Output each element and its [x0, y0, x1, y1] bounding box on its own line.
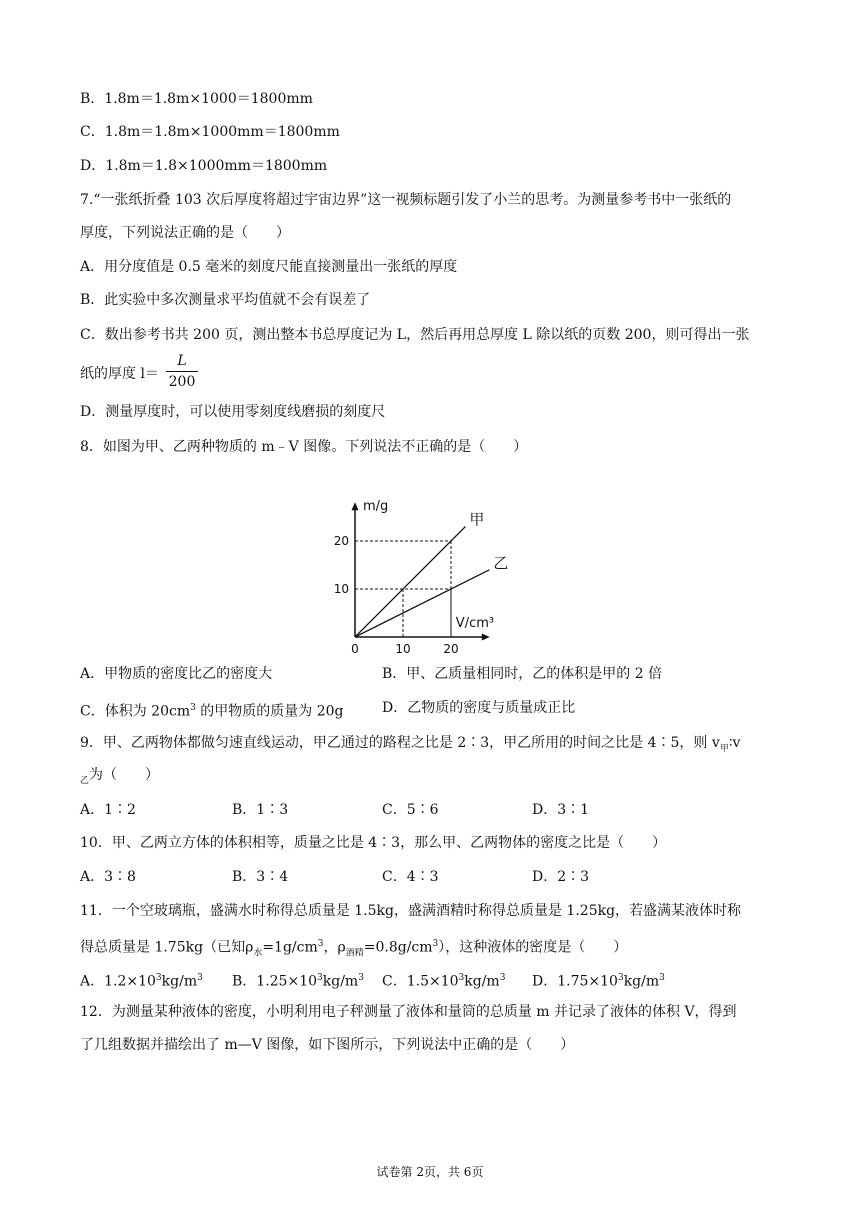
- q8-option-d: D．乙物质的密度与质量成正比: [382, 700, 576, 716]
- q8-stem: 8．如图为甲、乙两种物质的 m﹣V 图像。下列说法不正确的是（ ）: [80, 439, 528, 455]
- q8-option-c-sup: 3: [190, 703, 196, 713]
- q11-stem-line2: [80, 934, 627, 963]
- series-line-1: [355, 527, 465, 637]
- q11-option-a: [80, 968, 203, 992]
- q9-stem-ratio: ∶v: [728, 735, 741, 751]
- q9-stem-end: 为（ ）: [89, 767, 160, 783]
- q11-option-d: [532, 968, 665, 992]
- q11-sup-2: 3: [432, 939, 439, 949]
- q11-d-exp: 3: [617, 973, 624, 983]
- q9-sub-yi: 乙: [80, 775, 90, 786]
- q9-stem-text: 9．甲、乙两物体都做匀速直线运动，甲乙通过的路程之比是 2∶3，甲乙所用的时间之比是 4∶5，则 v: [80, 735, 720, 751]
- q11-stem-d: =0.8g/cm: [363, 939, 433, 956]
- series-label-2: 乙: [493, 553, 509, 572]
- q10-stem: 10．甲、乙两立方体的体积相等，质量之比是 4∶3，那么甲、乙两物体的密度之比是（ ）: [80, 835, 667, 851]
- q8-option-c-post: 的甲物质的质量为 20g: [195, 703, 344, 720]
- q11-b-unit: kg/m: [322, 973, 359, 990]
- q8-option-c: [80, 698, 344, 722]
- x-axis-arrow: [482, 634, 490, 641]
- q11-a-unit-exp: 3: [197, 973, 203, 983]
- q10-option-d: D．2∶3: [532, 869, 590, 885]
- q7-option-c-line1: C．数出参考书共 200 页，测出整本书总厚度记为 L，然后再用总厚度 L 除以纸的页数 200，则可得出一张: [80, 327, 750, 343]
- x-tick-label: 10: [395, 642, 411, 656]
- q11-sub-water: 水: [253, 948, 263, 959]
- q10-option-c: C．4∶3: [382, 869, 439, 885]
- q11-stem-b: =1g/cm: [262, 939, 318, 956]
- y-axis-label: m/g: [363, 499, 389, 515]
- fraction-numerator: L: [177, 353, 187, 369]
- q8-option-c-pre: C．体积为 20cm: [80, 703, 191, 720]
- y-tick-label: 20: [333, 534, 349, 548]
- q11-d-val: D．1.75×10: [532, 973, 618, 990]
- q11-sub-alcohol: 酒精: [345, 948, 364, 959]
- m-v-graph: [330, 490, 540, 660]
- q11-a-exp: 3: [155, 973, 162, 983]
- q6-option-d: D．1.8m＝1.8×1000mm＝1800mm: [80, 158, 328, 174]
- q8-option-a: A．甲物质的密度比乙的密度大: [80, 666, 273, 682]
- q8-option-b: B．甲、乙质量相同时，乙的体积是甲的 2 倍: [382, 666, 663, 682]
- q12-stem-line1: 12．为测量某种液体的密度，小明利用电子秤测量了液体和量筒的总质量 m 并记录了液体的体积 V，得到: [80, 1004, 737, 1020]
- series-label-1: 甲: [469, 510, 485, 529]
- q9-option-b: B．1∶3: [232, 802, 289, 818]
- q11-a-unit: kg/m: [161, 973, 198, 990]
- q7-option-d: D．测量厚度时，可以使用零刻度线磨损的刻度尺: [80, 404, 386, 420]
- q10-option-a: A．3∶8: [80, 869, 136, 885]
- fraction-bar: [166, 371, 198, 372]
- q7-option-b: B．此实验中多次测量求平均值就不会有误差了: [80, 292, 371, 308]
- q11-stem-a: 得总质量是 1.75kg（已知ρ: [80, 939, 254, 956]
- q11-d-unit-exp: 3: [659, 973, 665, 983]
- q11-option-c: [382, 968, 505, 992]
- q9-option-c: C．5∶6: [382, 802, 439, 818]
- page-footer: 试卷第 2页，共 6页: [376, 1165, 484, 1179]
- q9-stem-line2: [80, 765, 159, 791]
- q7-stem-line2: 厚度，下列说法正确的是（ ）: [80, 225, 290, 241]
- q11-stem-e: ），这种液体的密度是（ ）: [438, 939, 628, 956]
- q11-d-unit: kg/m: [623, 973, 660, 990]
- q11-stem-line1: 11．一个空玻璃瓶，盛满水时称得总质量是 1.5kg，盛满酒精时称得总质量是 1.25kg，若盛满某液体时称: [80, 903, 742, 919]
- q7-option-c-line2: 纸的厚度 l＝: [80, 366, 159, 382]
- q11-b-val: B．1.25×10: [232, 973, 318, 990]
- q9-option-a: A．1∶2: [80, 802, 136, 818]
- q11-sup-1: 3: [317, 939, 324, 949]
- q11-c-exp: 3: [458, 973, 465, 983]
- q10-option-b: B．3∶4: [232, 869, 289, 885]
- fraction: [166, 352, 198, 391]
- q9-sub-jia: 甲: [719, 743, 729, 754]
- q11-a-val: A．1.2×10: [80, 973, 156, 990]
- x-axis-label: V/cm³: [455, 616, 495, 631]
- q11-c-unit: kg/m: [464, 973, 500, 990]
- q9-stem-line1: [80, 733, 740, 759]
- q11-b-exp: 3: [317, 973, 323, 983]
- q6-option-c: C．1.8m＝1.8m×1000mm＝1800mm: [80, 124, 340, 140]
- q11-c-unit-exp: 3: [499, 973, 506, 983]
- q11-b-unit-exp: 3: [358, 973, 364, 983]
- q12-stem-line2: 了几组数据并描绘出了 m—V 图像，如下图所示，下列说法中正确的是（ ）: [80, 1037, 575, 1053]
- y-tick-label: 10: [333, 582, 349, 596]
- q9-option-d: D．3∶1: [532, 802, 590, 818]
- x-tick-label: 20: [443, 642, 459, 656]
- q7-option-a: A．用分度值是 0.5 毫米的刻度尺能直接测量出一张纸的厚度: [80, 259, 458, 275]
- x-tick-label: 0: [351, 642, 359, 656]
- q7-stem-line1: 7.“一张纸折叠 103 次后厚度将超过宇宙边界”这一视频标题引发了小兰的思考。为测量参考书中一张纸的: [80, 192, 732, 208]
- q6-option-b: B．1.8m＝1.8m×1000＝1800mm: [80, 91, 313, 107]
- y-axis-arrow: [352, 502, 359, 510]
- q11-c-val: C．1.5×10: [382, 973, 459, 990]
- q11-stem-c: ，ρ: [323, 939, 346, 956]
- fraction-denominator: 200: [168, 374, 196, 390]
- q11-option-b: [232, 968, 364, 992]
